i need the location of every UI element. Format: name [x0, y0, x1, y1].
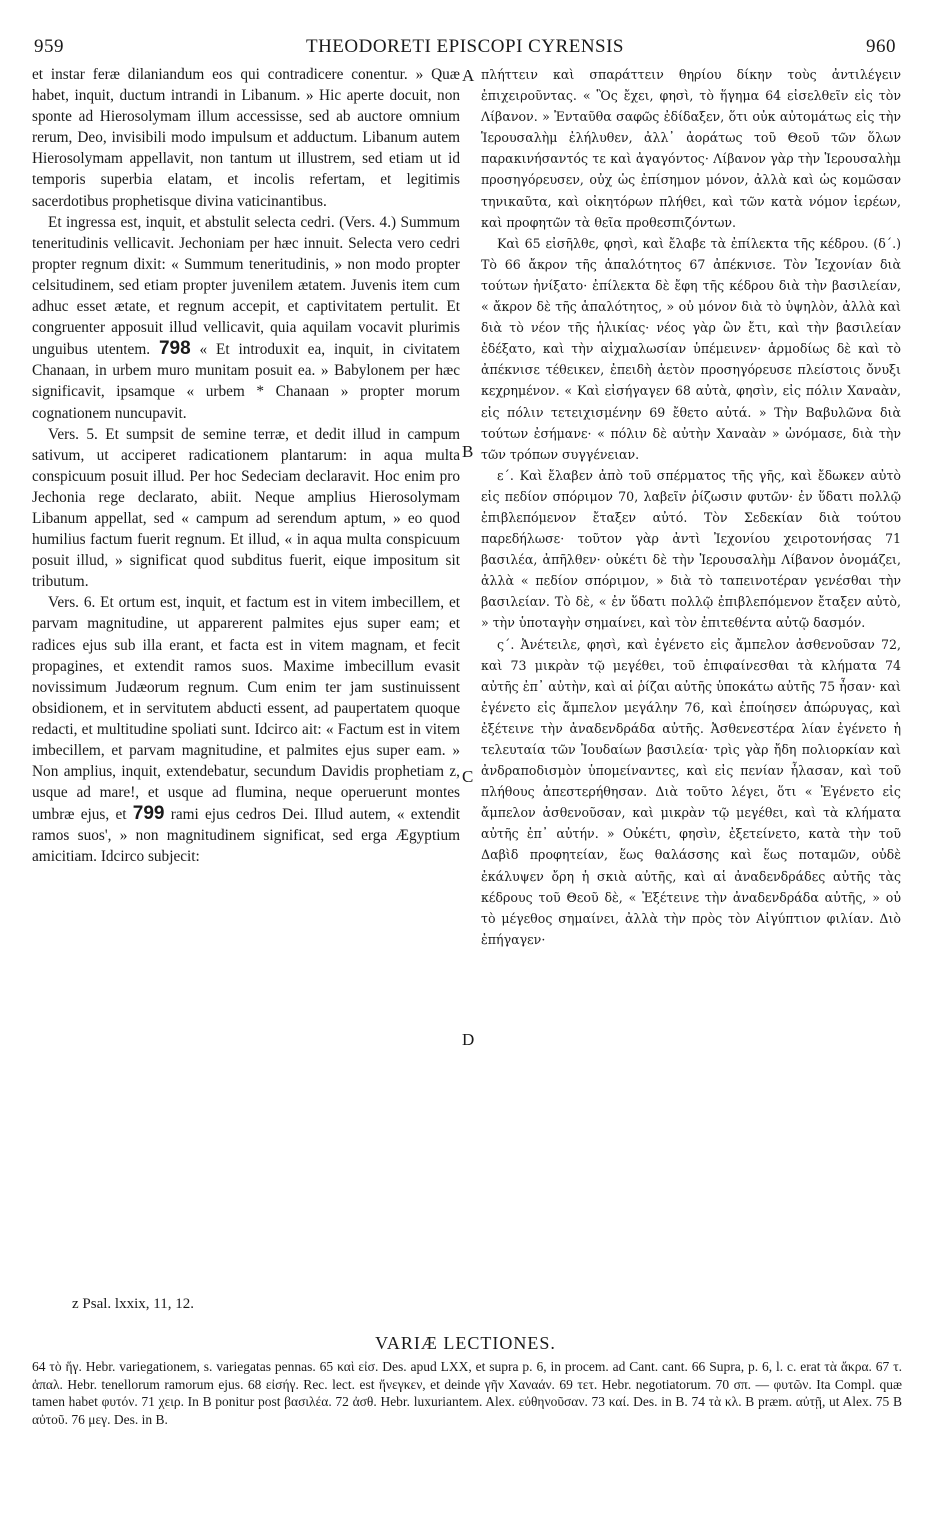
header-title: THEODORETI EPISCOPI CYRENSIS [305, 36, 625, 57]
latin-paragraph [32, 212, 460, 424]
column-marker-c: C [462, 767, 474, 786]
variae-lectiones-title: VARIÆ LECTIONES. [375, 1333, 556, 1353]
greek-paragraph: ε΄. Καὶ ἔλαβεν ἀπὸ τοῦ σπέρματος τῆς γῆς, καὶ ἔδωκεν αὐτὸ εἰς πεδίον σπόριμον 70, λαβεῖν ῥίζωσιν φυτῶν· ἐν ὕδατι πολλῷ ἐπιβλεπόμενον ἔταξεν αὐτό. Τὸν Σεδεκίαν διὰ τούτου παρεδήλωσε· τοῦτον γὰρ ἀντὶ Ἰεχονίου χειροτονήσας 71 βασιλέα, ἀπῆλθεν· οὐκέτι δὲ τὴν Ἱερουσαλὴμ Λίβανον ὀνομάζει, ἀλλὰ « πεδίον σπόριμον, » διὰ τὸ ταπεινοτέραν γενέσθαι τὴν βασιλείαν. Τὸ δὲ, « ἐν ὕδατι πολλῷ ἐπιβλεπόμενον ἔταξεν αὐτὸ, » τὴν ὑποταγὴν σημαίνει, καὶ τὸν ἐπιτεθέντα αὐτῷ δασμόν. [481, 467, 901, 631]
greek-paragraph: ς΄. Ἀνέτειλε, φησὶ, καὶ ἐγένετο εἰς ἄμπελον ἀσθενοῦσαν 72, καὶ 73 μικρὰν τῷ μεγέθει, τοῦ ἐπιφαίνεσθαι τὰ κλήματα 74 αὐτῆς ἐπ᾽ αὐτὴν, καὶ αἱ ῥίζαι αὐτῆς ὑποκάτω αὐτῆς 75 ἦσαν· καὶ ἐγένετο εἰς ἄμπελον μεγάλην 76, καὶ ἐποίησεν ἀπώρυγας, καὶ ἐξέτεινε τὴν ἀναδενδράδα αὐτῆς. Ἀσθενεστέρα λίαν ἐγένετο ἡ τελευταία τῶν Ἰουδαίων βασιλεία· τρὶς γὰρ ἤδη πολιορκίαν καὶ ἀνδραποδισμὸν ὑπομείναντες, καὶ εἰς πενίαν ἦλασαν, καὶ τοῦ πλήθους ἀπεστερήθησαν. Διὰ τοῦτο λέγει, ὅτι « Ἐγένετο εἰς ἄμπελον ἀσθενοῦσαν, καὶ μικρὰν τῷ μεγέθει, καὶ τὰ κλήματα αὐτῆς ἐπ᾽ αὐτήν. » Οὐκέτι, φησὶν, ἐξετείνετο, κατὰ τὴν τοῦ Δαβὶδ προφητείαν, ἕως θαλάσσης καὶ ἕως ποταμῶν, οὐδὲ ἐκάλυψεν ὄρη ἡ σκιὰ αὐτῆς, καὶ αἱ ἀναδενδράδες αὐτῆς τὰς κέδρους τοῦ Θεοῦ δὲ, « Ἐξέτεινε τὴν ἀναδενδράδα αὐτῆς, » οὐ τὸ μέγεθος σημαίνει, ἀλλὰ τὴν πρὸς τὸν Αἰγύπτιον φιλίαν. Διὸ ἐπήγαγεν· [481, 636, 901, 947]
latin-text: « Et introduxit ea, inquit, in civitatem Chanaan, in urbem muro munitam posuit ea. » Babylonem per hæc significavit, ipsamque « urbem * Chanaan » propter morum cognationem nuncupavit. [32, 341, 461, 422]
right-page-number: 960 [866, 36, 896, 57]
column-marker-a: A [462, 66, 475, 85]
latin-text: Et ingressa est, inquit, et abstulit selecta cedri. (Vers. 4.) Summum teneritudinis vellicavit. Jechoniam per hæc innuit. Selecta vero cedri propter regnum dixit: « Summum teneritudinis, » non modo propter celsitudinem, sed etiam propter juvenilem ætatem. Juvenis item cum adhuc esset ætate, et regnum accepit, et captivitatem pertulit. Et congruenter apposuit illud vellicavit, quia aquilam vocavit plurimis unguibus utentem. [32, 213, 460, 359]
latin-paragraph: et instar feræ dilaniandum eos qui contradicere conentur. » Quæ habet, inquit, ductum intrandi in Libanum. » Hic aperte docuit, non sponte ad Hierosolymam illum accessisse, sed ab auctore omnium rerum, Deo, invisibili modo impulsum et adductum. Libanum autem Hierosolymam appellavit, non tantum ut illustrem, sed etiam ut id temporis superbia elatam, et incolis refertam, et legitimis sacerdotibus prophetisque divina vaticinantibus. [32, 66, 460, 210]
latin-text: rami ejus cedros Dei. Illud autem, « extendit ramos suos', » non magnitudinem significat, sed erga Ægyptium amicitiam. Idcirco subjecit: [32, 806, 461, 866]
column-number-799: 799 [132, 803, 165, 825]
left-page-number: 959 [34, 36, 64, 57]
column-number-798: 798 [158, 338, 191, 360]
greek-paragraph: πλήττειν καὶ σπαράττειν θηρίου δίκην τοὺς ἀντιλέγειν ἐπιχειροῦντας. « Ὃς ἔχει, φησὶ, τὸ ἥγημα 64 εἰσελθεῖν εἰς τὸν Λίβανον. » Ἐνταῦθα σαφῶς ἐδίδαξεν, ὅτι οὐκ αὐτομάτως εἰς τὴν Ἱερουσαλὴμ ἐλήλυθεν, ἀλλ᾽ ἀοράτως τοῦ Θεοῦ τῶν ὅλων παρακινήσαντός τε καὶ ἀγαγόντος· Λίβανον γὰρ τὴν Ἱερουσαλὴμ προσηγόρευσεν, οὐχ ὡς ἐπίσημον μόνον, ἀλλὰ καὶ ὡς κομῶσαν τηνικαῦτα, καὶ οἰκητόρων πλήθει, καὶ τῶν κατὰ νόμον ἱερέων, καὶ προφητῶν τὰ θεῖα προθεσπιζόντων. [481, 67, 901, 230]
column-marker-d: D [462, 1030, 475, 1049]
latin-column [32, 64, 460, 868]
variae-lectiones-text: 64 τὸ ἥγ. Hebr. variegationem, s. variegatas pennas. 65 καὶ εἰσ. Des. apud LXX, et supra p. 6, in procem. ad Cant. cant. 66 Supra, p. 6, l. c. erat τὰ ἄκρα. 67 τ. ἁπαλ. Hebr. tenellorum ramorum ejus. 68 εἰσήγ. Rec. lect. est ἤνεγκεν, et deinde γῆν Χαναάν. 69 τετ. Hebr. negotiatorum. 70 σπ. — φυτῶν. Ita Compl. quæ tamen habet φυτόν. 71 χειρ. In B ponitur post βασιλέα. 72 ἀσθ. Hebr. luxuriantem. Alex. εὐθηνοῦσαν. 73 καί. Des. in B. 74 τὰ κλ. B præm. αὐτῇ, ut Alex. 75 B αὐτοῦ. 76 μεγ. Des. in B. [32, 1359, 902, 1427]
footnote: z Psal. lxxix, 11, 12. [72, 1296, 194, 1312]
running-header [34, 36, 896, 62]
latin-paragraph: Vers. 5. Et sumpsit de semine terræ, et dedit illud in campum sativum, ut acciperet radicationem plantarum: in aqua multa conspicuum posuit illud. Per hoc Sedeciam declaravit. Hoc enim pro Jechonia rege declarato, abiit. Neque amplius Hierosolymam Libanum appellat, sed « campum ad serendum aptum, » eo quod humilius factum fuerit regnum. Et illud, « in aqua multa conspicuum posuit illud, » significat quod subditus fuerit, eique impositum sit tributum. [32, 425, 460, 591]
greek-paragraph: Καὶ 65 εἰσῆλθε, φησὶ, καὶ ἔλαβε τὰ ἐπίλεκτα τῆς κέδρου. (δ΄.) Τὸ 66 ἄκρον τῆς ἁπαλότητος 67 ἀπέκνισε. Τὸν Ἰεχονίαν διὰ τούτων ἠνίξατο· ἐπίλεκτα δὲ ἔφη τῆς κέδρου διὰ τὴν βασιλείαν, « ἄκρον δὲ τῆς ἁπαλότητος, » οὐ μόνον διὰ τὸ ὑψηλὸν, ἀλλὰ καὶ διὰ τὸ νέον τῆς ἡλικίας· νέος γὰρ ὢν ἔτι, καὶ τὴν βασιλείαν ἐδέξατο, καὶ τὴν αἰχμαλωσίαν ὑπέμεινεν· ἁρμοδίως δὲ καὶ τὸ ἀπέκνισε τέθεικεν, ἐπειδὴ ἀετὸν προσηγόρευσε πλείστοις ὄνυξι κεχρημένον. « Καὶ εἰσήγαγεν 68 αὐτὰ, φησὶν, εἰς πόλιν Χαναὰν, εἰς πόλιν τετειχισμένην 69 ἔθετο αὐτά. » Τὴν Βαβυλῶνα διὰ τούτων ἐσήμανε· « πόλιν δὲ αὐτὴν Χαναὰν » ὠνόμασε, διὰ τὴν τῶν τρόπων συγγένειαν. [481, 235, 901, 462]
latin-text: Vers. 6. Et ortum est, inquit, et factum est in vitem imbecillem, et parvam magnitudine, ut apparerent palmites ejus super eam; et radices ejus sub illa erant, et facta est in vitem magnam, et fecit propagines, et extendit ramos suos. Maxime imbecillum evasit novissimum Judæorum regnum. Cum enim ter jam sustinuissent obsidionem, et in servitutem abducti essent, ad paupertatem quoque redacti, et multitudine spoliati sunt. Idcirco ait: « Factum est in vitem imbecillem, et parvam magnitudine, et palmites ejus super eam. » Non amplius, inquit, extendebatur, secundum Davidis prophetiam z, usque ad mare!, et usque ad flumina, neque operuerunt montes umbræ ejus, et [32, 594, 460, 824]
latin-paragraph [32, 592, 460, 867]
column-marker-b: B [462, 442, 474, 461]
greek-column [481, 64, 901, 950]
